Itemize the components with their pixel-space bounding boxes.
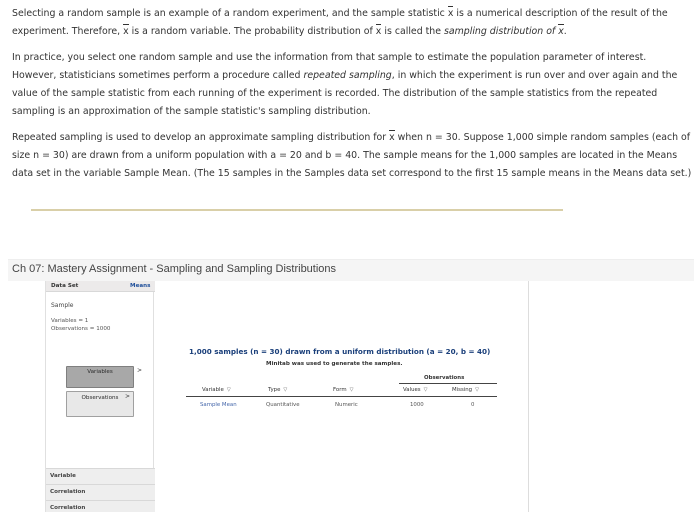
sort-caret-icon: ▽: [226, 387, 231, 393]
intro-text: .: [563, 26, 567, 37]
dataset-title: 1,000 samples (n = 30) drawn from a uniform distribution (a = 20, b = 40): [189, 347, 491, 356]
variables-button[interactable]: [66, 366, 134, 388]
intro-text: Repeated sampling is used to develop an approximate sampling distribution for: [12, 132, 387, 143]
intro-text: In practice, you select one random sample and use the information from that sample to estimate the population parameter of interest. However, statisticians sometimes perform a procedure called: [12, 52, 647, 81]
observations-group-header: Observations: [424, 375, 465, 381]
intro-emphasis: repeated sampling: [303, 70, 392, 81]
table-cell-variable-link[interactable]: Sample Mean: [200, 402, 237, 408]
intro-emphasis: sampling distribution of: [444, 26, 556, 37]
table-cell-values: 1000: [410, 402, 424, 408]
sidebar-item-label: Correlation: [50, 489, 86, 495]
observations-button-label: Observations: [81, 395, 119, 401]
sidebar-item-correlation[interactable]: [46, 484, 155, 500]
sample-label: Sample: [51, 302, 74, 309]
sidebar-item-label: Correlation: [50, 505, 86, 511]
table-cell-type: Quantitative: [266, 402, 300, 408]
intro-text: Selecting a random sample is an example of a random experiment, and the sample statistic: [12, 8, 445, 19]
chevron-right-icon: >: [137, 367, 143, 374]
table-cell-missing: 0: [471, 402, 475, 408]
sort-caret-icon: ▽: [475, 387, 479, 393]
group-header-rule: [399, 383, 497, 384]
column-header-label: Type: [268, 387, 281, 393]
sort-caret-icon: ▽: [349, 387, 354, 393]
xbar-symbol: x: [123, 23, 129, 41]
column-header-values[interactable]: [403, 387, 427, 393]
dataset-tabs: [46, 281, 155, 292]
column-header-form[interactable]: [333, 387, 353, 393]
column-header-type[interactable]: [268, 387, 287, 393]
dataset-viewer: [45, 281, 529, 512]
column-header-variable[interactable]: [202, 387, 231, 393]
column-header-missing[interactable]: [452, 387, 479, 393]
tab-means[interactable]: Means: [130, 283, 151, 289]
table-header-rule: [186, 396, 497, 397]
column-header-label: Missing: [452, 387, 473, 393]
chevron-right-icon: >: [125, 393, 131, 400]
xbar-symbol: x: [558, 23, 564, 41]
intro-text: is called the: [384, 26, 442, 37]
sort-caret-icon: ▽: [283, 387, 288, 393]
variables-button-label: Variables: [87, 369, 113, 375]
section-divider: [31, 209, 563, 211]
tab-data-set[interactable]: Data Set: [51, 283, 79, 289]
intro-paragraph-3: [12, 129, 692, 183]
observations-count: Observations = 1000: [51, 326, 111, 332]
sidebar-item-correlation[interactable]: [46, 500, 155, 512]
intro-text: , in which the experiment is run over and over again and the value of the sample statistic from each running of the experiment is recorded. The distribution of the sample statistics from the repeated sampling is an approximation of the sample statistic's sampling distribution.: [12, 70, 678, 117]
column-header-label: Form: [333, 387, 347, 393]
assignment-header: [8, 259, 694, 281]
table-cell-form: Numeric: [335, 402, 358, 408]
intro-paragraph-2: [12, 49, 692, 121]
xbar-symbol: x: [389, 129, 395, 147]
dataset-sidebar: [45, 281, 154, 512]
column-header-label: Values: [403, 387, 421, 393]
intro-text: is a numerical description of the result of the experiment. Therefore,: [12, 8, 668, 37]
column-header-label: Variable: [202, 387, 224, 393]
variables-count: Variables = 1: [51, 318, 89, 324]
assignment-title: Ch 07: Mastery Assignment - Sampling and Sampling Distributions: [12, 263, 337, 275]
sidebar-item-label: Variable: [50, 473, 76, 479]
observations-button[interactable]: [66, 391, 134, 417]
intro-paragraph-1: [12, 5, 692, 41]
xbar-symbol: x: [448, 5, 454, 23]
intro-text: when n = 30. Suppose 1,000 simple random samples (each of size n = 30) are drawn from a uniform population with a = 20 and b = 40. The sample means for the 1,000 samples are located in the Means data set in the variable Sample Mean. (The 15 samples in the Samples data set correspond to the first 15 sample means in the Means data set.): [12, 132, 692, 179]
intro-text: is a random variable. The probability distribution of: [131, 26, 373, 37]
sort-caret-icon: ▽: [423, 387, 428, 393]
dataset-subtitle: Minitab was used to generate the samples.: [266, 361, 403, 367]
dataset-main-panel: [155, 281, 528, 512]
xbar-symbol: x: [376, 23, 382, 41]
sidebar-item-variable[interactable]: [46, 468, 155, 484]
